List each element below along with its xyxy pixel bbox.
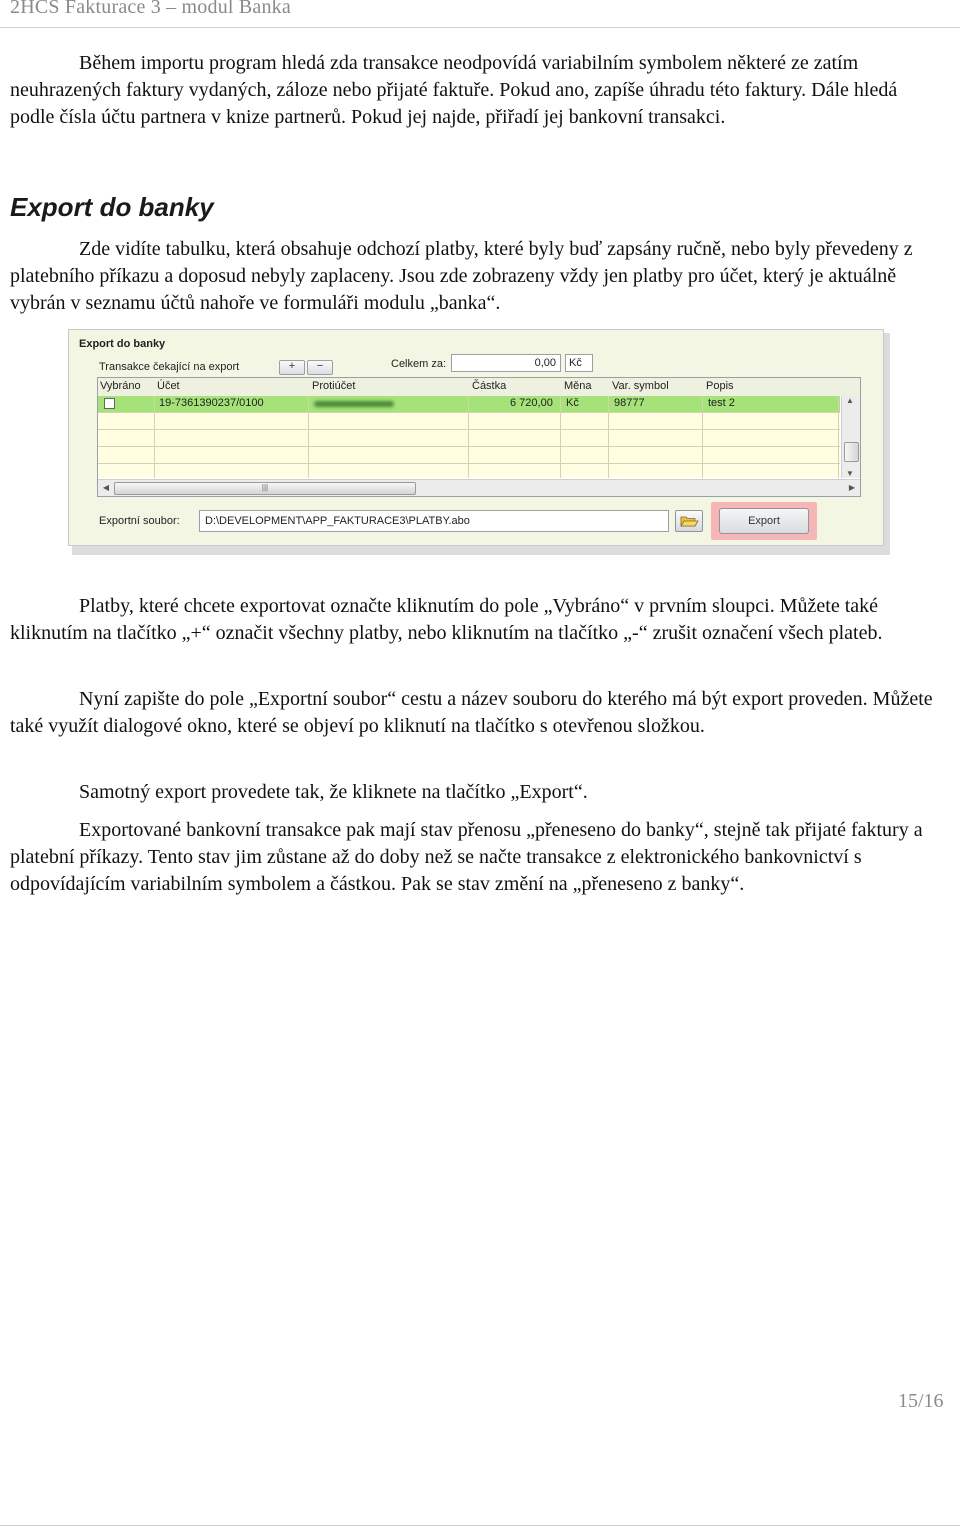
vertical-scroll-thumb[interactable] [844,442,859,462]
column-header-counter-account[interactable]: Protiúčet [312,380,356,392]
cell-account: 19-7361390237/0100 [159,397,264,409]
column-divider [560,396,561,478]
header-divider [0,27,960,28]
column-header-account[interactable]: Účet [157,380,180,392]
transactions-label: Transakce čekající na export [99,361,240,373]
select-all-button[interactable]: + [279,360,305,375]
grid-header [98,378,860,396]
total-value: 0,00 [451,354,561,372]
paragraph-export-file-text: Nyní zapište do pole „Exportní soubor“ cestu a název souboru do kterého má být export proveden. Můžete také využít dialogové okno, které se objeví po kliknutí na tlačítko s otevřenou složkou. [10,688,933,737]
open-folder-button[interactable] [675,510,703,532]
cell-amount: 6 720,00 [510,397,553,409]
paragraph-run-export-text: Samotný export provedete tak, že kliknete na tlačítko „Export“. [79,781,588,803]
running-header: 2HCS Fakturace 3 – modul Banka [10,0,291,18]
intro-paragraph [10,50,938,131]
footer-divider [0,1525,960,1526]
page-number: 15/16 [898,1390,944,1412]
column-header-currency[interactable]: Měna [564,380,592,392]
column-divider [154,396,155,478]
scroll-left-icon[interactable]: ◀ [102,483,110,492]
open-folder-icon [676,511,702,531]
paragraph-run-export [10,779,938,806]
paragraph-transfer-state [10,817,938,898]
column-divider [838,396,839,478]
horizontal-scroll-thumb[interactable]: ||| [114,482,416,495]
paragraph-select-text: Platby, které chcete exportovat označte kliknutím do pole „Vybráno“ v prvním sloupci. Můžete také kliknutím na tlačítko „+“ označit všechny platby, nebo kliknutím na tlačítko „-“ zrušit označení všech plateb. [10,595,883,644]
column-divider [702,396,703,478]
empty-row[interactable] [98,413,840,430]
total-label: Celkem za: [391,358,447,370]
scroll-down-icon[interactable]: ▼ [846,469,854,478]
redacted-counter-account [314,401,394,407]
currency-select[interactable]: Kč [565,354,593,372]
column-header-description[interactable]: Popis [706,380,734,392]
section-text: Zde vidíte tabulku, která obsahuje odchozí platby, které byly buď zapsány ručně, nebo byly převedeny z platebního příkazu a doposud nebyly zaplaceny. Jsou zde zobrazeny vždy jen platby pro účet, který je aktuálně vybrán v seznamu účtů nahoře ve formuláři modulu „banka“. [10,238,913,314]
export-file-input[interactable]: D:\DEVELOPMENT\APP_FAKTURACE3\PLATBY.abo [199,510,669,532]
section-heading: Export do banky [10,192,214,222]
export-file-label: Exportní soubor: [99,515,180,527]
table-row[interactable] [98,396,840,413]
empty-row[interactable] [98,447,840,464]
scroll-right-icon[interactable]: ▶ [848,483,856,492]
empty-row[interactable] [98,464,840,478]
column-divider [608,396,609,478]
intro-text: Během importu program hledá zda transakce neodpovídá variabilním symbolem některé ze zatím neuhrazených faktury vydaných, záloze nebo přijaté faktuře. Pokud ano, zapíše úhradu této faktury. Dále hledá podle čísla účtu partnera v knize partnerů. Pokud jej najde, přiřadí jej bankovní transakci. [10,52,898,128]
cell-var-symbol: 98777 [614,397,645,409]
cell-currency: Kč [566,397,579,409]
scroll-up-icon[interactable]: ▲ [846,396,854,405]
section-paragraph [10,236,938,317]
grid-body [98,396,840,478]
column-divider [308,396,309,478]
paragraph-transfer-state-text: Exportované bankovní transakce pak mají stav přenosu „přeneseno do banky“, stejně tak přijaté faktury a platební příkazy. Tento stav jim zůstane až do doby než se načte transakce z elektronického bankovnictví s odpovídajícím variabilním symbolem a částkou. Pak se stav změní na „přeneseno z banky“. [10,819,923,895]
paragraph-export-file [10,686,938,740]
cell-description: test 2 [708,397,735,409]
column-divider [468,396,469,478]
row-select-checkbox[interactable] [104,398,115,409]
empty-row[interactable] [98,430,840,447]
deselect-all-button[interactable]: − [307,360,333,375]
panel-title: Export do banky [79,338,166,350]
export-panel-screenshot [68,329,884,546]
column-header-var-symbol[interactable]: Var. symbol [612,380,669,392]
column-header-selected[interactable]: Vybráno [100,380,141,392]
horizontal-scrollbar[interactable] [98,479,860,496]
vertical-scrollbar[interactable] [841,396,860,478]
column-header-amount[interactable]: Částka [472,380,507,392]
paragraph-select [10,593,938,647]
export-button[interactable]: Export [719,508,809,534]
transactions-grid [97,377,861,497]
